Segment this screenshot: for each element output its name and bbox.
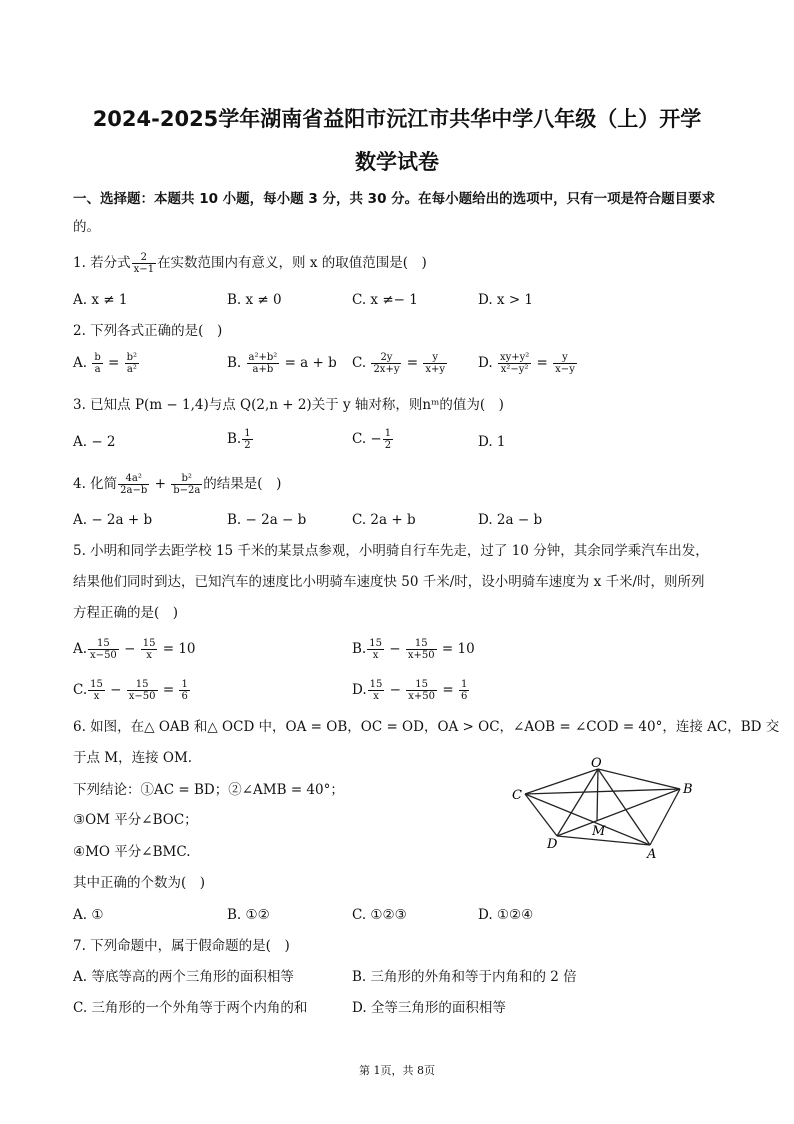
q3-option-d: D. 1 (478, 434, 506, 450)
q3-option-b: B. $\frac{1}{2}$ (227, 428, 251, 451)
q6-option-b: B. ①② (227, 907, 270, 923)
q2-option-a: A. $\frac{b}{a}$ = $\frac{\text{b²}}{\text{a²}}$ (73, 352, 138, 375)
q7-option-d: D. 全等三角形的面积相等 (352, 1000, 506, 1016)
q2-option-b: B. $\frac{\text{a²+b²}}{a+b}$ = a + b (227, 352, 337, 375)
q4-option-c: C. 2a + b (352, 512, 416, 528)
question-7-stem: 7. 下列命题中，属于假命题的是( ) (73, 938, 290, 954)
q2-option-d: D. $\frac{\text{xy+y²}}{\text{x²−y²}}$ = $\frac{y}{x-y}$ (478, 352, 575, 375)
label-c: C (512, 788, 522, 803)
q4-option-d: D. 2a − b (478, 512, 543, 528)
q1-option-a: A. x ≠ 1 (73, 292, 128, 308)
q5-option-d: D. $\frac{15}{x}$ − $\frac{15}{x+50}$ = $\frac{1}{6}$ (352, 679, 468, 702)
segment-db (557, 789, 680, 836)
q7-option-a: A. 等底等高的两个三角形的面积相等 (73, 969, 294, 985)
section-heading: 一、选择题：本题共 10 小题，每小题 3 分，共 30 分。在每小题给出的选项中，只有一项是符合题目要求 (73, 191, 716, 207)
section-heading-cont: 的。 (73, 219, 100, 235)
page-footer: 第 1页，共 8页 (359, 1064, 435, 1077)
label-m: M (592, 824, 606, 839)
segment-oc (525, 769, 598, 794)
question-5-line2: 结果他们同时到达，已知汽车的速度比小明骑车速度快 50 千米/时，设小明骑车速度为 x 千米/时，则所列 (73, 574, 705, 590)
q5-option-b: B. $\frac{15}{x}$ − $\frac{15}{x+50}$ = 10 (352, 638, 475, 661)
q4-option-a: A. − 2a + b (73, 512, 153, 528)
q6-option-d: D. ①②④ (478, 907, 534, 923)
q6-option-c: C. ①②③ (352, 907, 407, 923)
q5-option-a: A. $\frac{15}{x-50}$ − $\frac{15}{x}$ = 10 (73, 638, 196, 661)
label-a: A (647, 847, 657, 862)
q6-conclusion-1-2: 下列结论：①AC = BD；②∠AMB = 40°； (73, 782, 344, 798)
q4-option-b: B. − 2a − b (227, 512, 307, 528)
q6-option-a: A. ① (73, 907, 104, 923)
label-d: D (547, 837, 558, 852)
q6-ask: 其中正确的个数为( ) (73, 875, 206, 891)
q1-option-d: D. x > 1 (478, 292, 534, 308)
geometry-figure (505, 757, 710, 862)
question-2-stem: 2. 下列各式正确的是( ) (73, 323, 223, 339)
q2-option-c: C. $\frac{2y}{2x+y}$ = $\frac{y}{x+y}$ (352, 352, 446, 375)
q3-option-a: A. − 2 (73, 434, 116, 450)
question-5-line1: 5. 小明和同学去距学校 15 千米的某景点参观，小明骑自行车先走，过了 10 分钟，其余同学乘汽车出发， (73, 543, 709, 559)
q3-option-c: C. − $\frac{1}{2}$ (352, 428, 392, 451)
question-5-line3: 方程正确的是( ) (73, 605, 179, 621)
q6-conclusion-4: ④MO 平分∠BMC. (73, 844, 191, 860)
q1-option-b: B. x ≠ 0 (227, 292, 282, 308)
q7-option-b: B. 三角形的外角和等于内角和的 2 倍 (352, 969, 577, 985)
segment-ab (650, 789, 680, 845)
q7-option-c: C. 三角形的一个外角等于两个内角的和 (73, 1000, 308, 1016)
exam-title-line2: 数学试卷 (355, 150, 439, 174)
question-6-line1: 6. 如图，在△ OAB 和△ OCD 中，OA = OB，OC = OD，OA > OC，∠AOB = ∠COD = 40°，连接 AC，BD 交 (73, 719, 780, 735)
label-o: O (591, 757, 602, 771)
segment-om (597, 769, 598, 821)
question-1-stem: 1. 若分式 $\frac{2}{x-1}$ 在实数范围内有意义，则 x 的取值范围是( ) (73, 252, 427, 275)
fraction: $\frac{2}{x-1}$ (133, 252, 155, 275)
q1-option-c: C. x ≠− 1 (352, 292, 418, 308)
q5-option-c: C. $\frac{15}{x}$ − $\frac{15}{x-50}$ = $\frac{1}{6}$ (73, 679, 188, 702)
segment-cb (525, 789, 680, 794)
question-4-stem: 4. 化简 $\frac{\text{4a²}}{2a-b}$ + $\frac{\text{b²}}{b-2a}$ 的结果是( ) (73, 473, 282, 496)
question-6-line2: 于点 M，连接 OM. (73, 750, 193, 766)
question-3-stem: 3. 已知点 P(m − 1,4)与点 Q(2,n + 2)关于 y 轴对称，则nᵐ的值为( ) (73, 397, 504, 413)
label-b: B (683, 782, 693, 797)
q6-conclusion-3: ③OM 平分∠BOC； (73, 812, 198, 828)
exam-title-line1: 2024-2025学年湖南省益阳市沅江市共华中学八年级（上）开学 (92, 107, 702, 131)
